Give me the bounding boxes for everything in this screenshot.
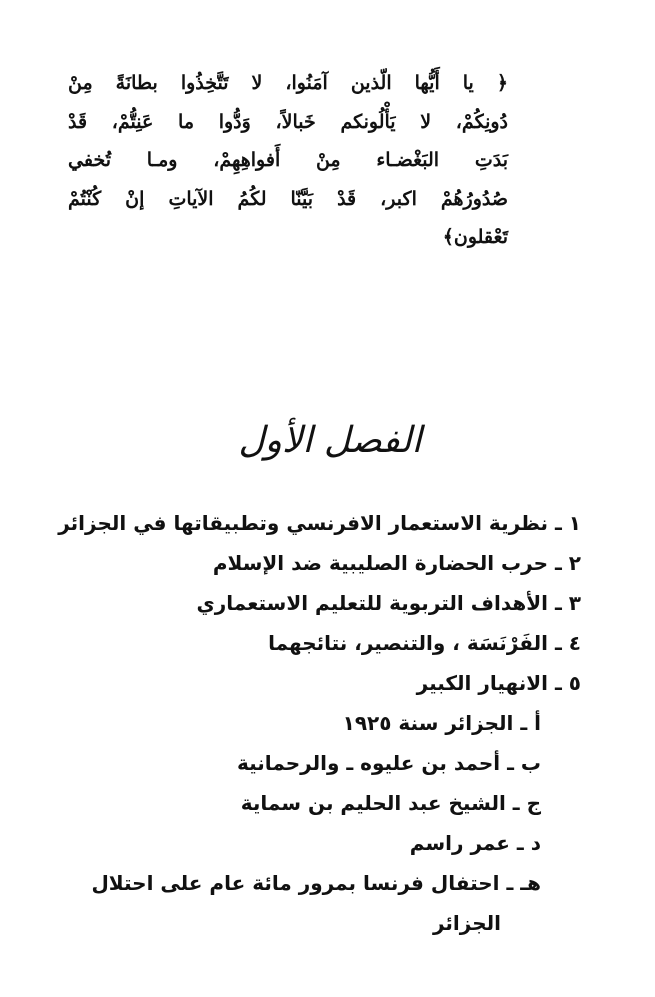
- chapter-title: الفصل الأول: [238, 420, 422, 461]
- toc-subitem: أ ـ الجزائر سنة ١٩٢٥: [342, 711, 541, 735]
- toc-subitem-continuation: الجزائر: [432, 911, 501, 935]
- verse-line: صُدُورُهُمْ اكبر، قَدْ بَيَّنّا لكُمُ الآياتِ إنْ كُنْتُمْ: [68, 187, 508, 210]
- toc-item: ٢ ـ حرب الحضارة الصليبية ضد الإسلام: [212, 551, 581, 575]
- quran-verse: [68, 64, 508, 257]
- verse-line: بَدَتِ البَغْضـاء مِنْ أَفواهِهِمْ، ومـا تُخفي: [68, 149, 508, 171]
- verse-line: ﴿ يا أَيُّها الّذين آمَنُوا، لا تَتَّخِذُوا بطانَةً مِنْ: [68, 72, 508, 94]
- toc-subitem: هـ ـ احتفال فرنسا بمرور مائة عام على احتلال: [91, 871, 541, 895]
- toc-subitem: ج ـ الشيخ عبد الحليم بن سماية: [240, 791, 541, 815]
- toc-subitem: د ـ عمر راسم: [409, 831, 541, 855]
- toc-item: ٣ ـ الأهداف التربوية للتعليم الاستعماري: [196, 591, 581, 615]
- table-of-contents: [21, 503, 581, 943]
- verse-line: تَعْقلون﴾: [442, 226, 508, 248]
- toc-item: ٥ ـ الانهيار الكبير: [416, 671, 581, 695]
- toc-item: ٤ ـ الفَرْنَسَة ، والتنصير، نتائجهما: [268, 631, 581, 655]
- toc-subitem: ب ـ أحمد بن عليوه ـ والرحمانية: [237, 751, 541, 775]
- verse-line: دُونِكُمْ، لا يَأْلُونكم خَبالاً، وَدُّوا ما عَنِتُّمْ، قَدْ: [68, 110, 508, 133]
- toc-item: ١ ـ نظرية الاستعمار الافرنسي وتطبيقاتها في الجزائر: [58, 511, 581, 535]
